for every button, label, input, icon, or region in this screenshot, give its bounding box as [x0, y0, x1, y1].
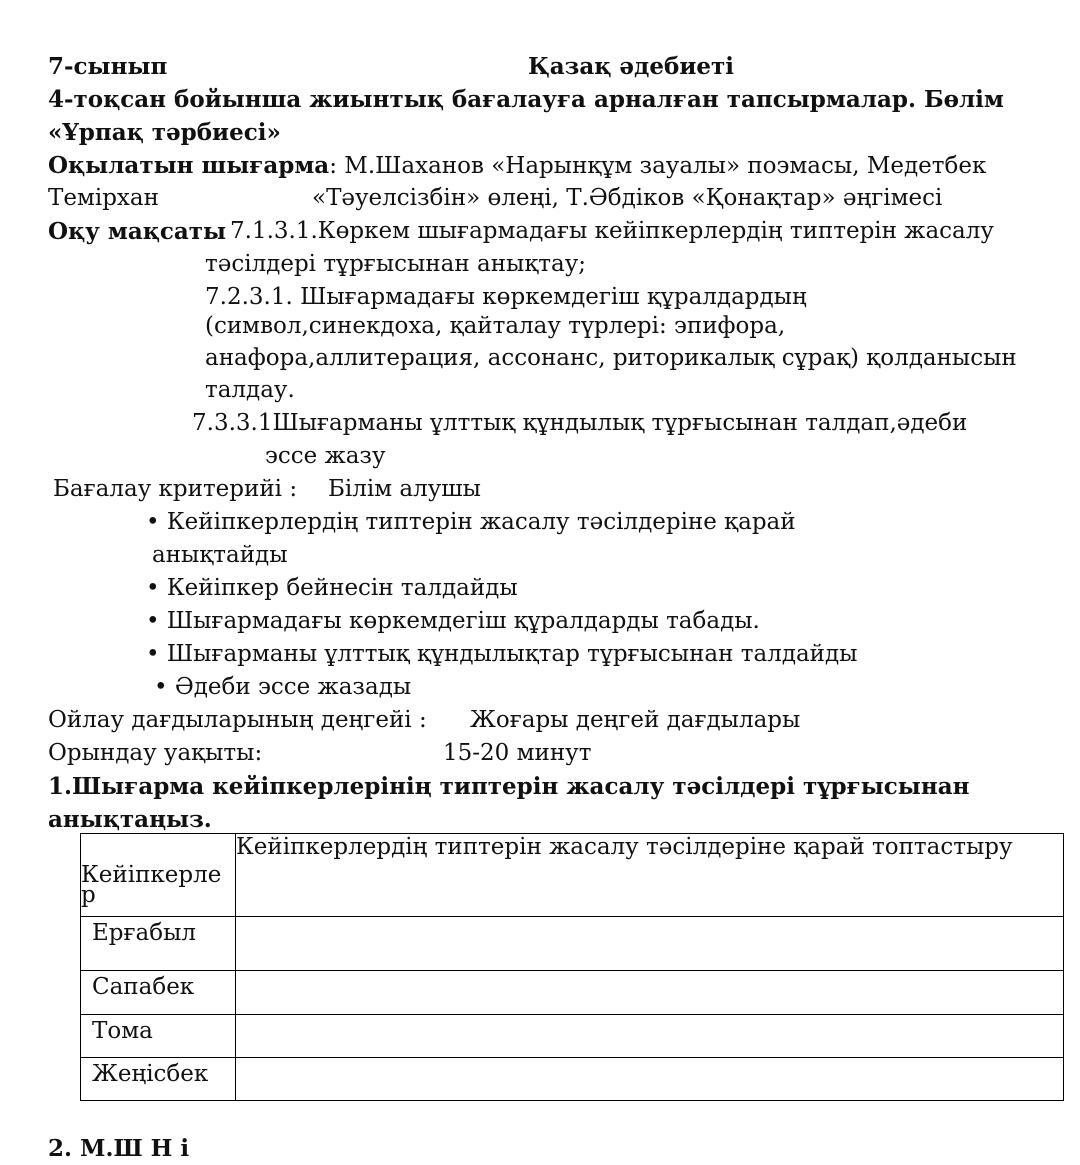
task2-title-cutoff: 2. М.Ш Н і — [48, 1135, 190, 1162]
task1-title: 1.Шығарма кейіпкерлерінің типтерін жасалу тәсілдері тұрғысынан — [48, 773, 970, 800]
skills-value: Жоғары деңгей дағдылары — [470, 707, 801, 733]
objective-line: эссе жазу — [265, 443, 386, 469]
task1-title-cont: анықтаңыз. — [48, 806, 212, 833]
objective-line: тәсілдері тұрғысынан анықтау; — [205, 251, 587, 277]
criteria-sub: Білім алушы — [328, 476, 481, 502]
character-name: Тома — [81, 1015, 236, 1058]
objective-line: талдау. — [205, 377, 295, 403]
header-col2: Кейіпкерлердің типтерін жасалу тәсілдеріне қарай топтастыру — [236, 834, 1013, 860]
criteria-item: анықтайды — [152, 542, 288, 568]
works-text: : М.Шаханов «Нарынқұм зауалы» поэмасы, Медетбек — [329, 153, 987, 179]
criteria-label: Бағалау критерийі : — [53, 476, 298, 502]
header-col1-b: р — [81, 882, 96, 908]
table-row — [81, 1015, 1064, 1058]
character-table — [80, 833, 1064, 1101]
works-text-cont: «Тәуелсізбін» өлеңі, Т.Әбдіков «Қонақтар» әңгімесі — [312, 185, 943, 211]
assessment-title: 4-тоқсан бойынша жиынтық бағалауға арналған тапсырмалар. Бөлім — [48, 86, 1004, 113]
answer-cell[interactable] — [236, 1058, 1064, 1101]
grade-label: 7-сынып — [48, 53, 168, 80]
answer-cell[interactable] — [236, 971, 1064, 1015]
objective-line: (символ,синекдоха, қайталау түрлері: эпифора, — [205, 313, 786, 339]
criteria-item: • Кейіпкер бейнесін талдайды — [146, 575, 518, 601]
header-col1-a: Кейіпкерле — [81, 862, 222, 888]
works-line — [48, 149, 986, 183]
table-header-grouping — [236, 834, 1064, 917]
skills-label: Ойлау дағдыларының деңгейі : — [48, 707, 427, 733]
table-row — [81, 971, 1064, 1015]
character-name: Ерғабыл — [81, 917, 236, 971]
table-row — [81, 1058, 1064, 1101]
table-row — [81, 917, 1064, 971]
works-author: Темірхан — [48, 185, 159, 211]
table-header-characters — [81, 834, 236, 917]
objectives-label: Оқу мақсаты — [48, 218, 227, 245]
time-value: 15-20 минут — [443, 740, 592, 766]
character-name: Жеңісбек — [81, 1058, 236, 1101]
subject-title: Қазақ әдебиеті — [528, 53, 735, 80]
works-label: Оқылатын шығарма — [48, 152, 330, 179]
criteria-item: • Шығармадағы көркемдегіш құралдарды табады. — [146, 608, 760, 634]
time-label: Орындау уақыты: — [48, 740, 263, 766]
criteria-item: • Кейіпкерлердің типтерін жасалу тәсілдеріне қарай — [146, 509, 796, 535]
objective-line: 7.2.3.1. Шығармадағы көркемдегіш құралдардың — [205, 284, 807, 310]
criteria-item: • Шығарманы ұлттық құндылықтар тұрғысынан талдайды — [146, 641, 858, 667]
character-name: Сапабек — [81, 971, 236, 1015]
section-title: «Ұрпақ тәрбиесі» — [48, 119, 281, 146]
objective-line: анафора,аллитерация, ассонанс, риторикалық сұрақ) қолданысын — [205, 345, 1017, 371]
objective-line: 7.3.3.1Шығарманы ұлттық құндылық тұрғысынан талдап,әдеби — [192, 410, 968, 436]
answer-cell[interactable] — [236, 1015, 1064, 1058]
table-header-row — [81, 834, 1064, 917]
answer-cell[interactable] — [236, 917, 1064, 971]
criteria-item: • Әдеби эссе жазады — [154, 674, 412, 700]
objective-line: 7.1.3.1.Көркем шығармадағы кейіпкерлердің типтерін жасалу — [230, 218, 994, 244]
